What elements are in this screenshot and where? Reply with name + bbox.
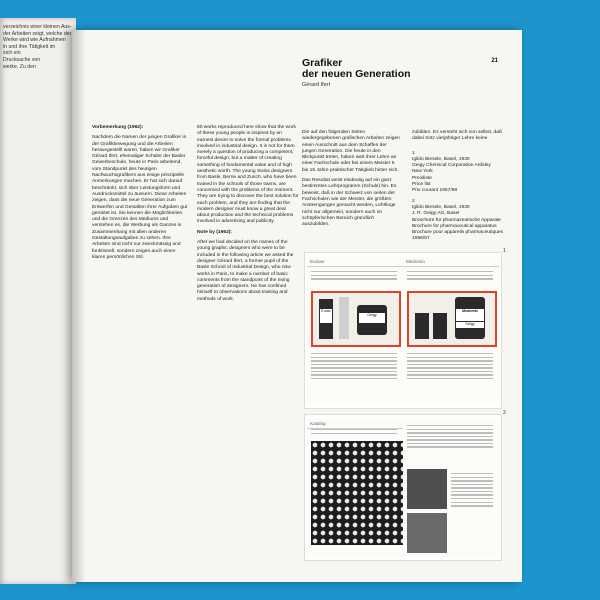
product-label: Medomin bbox=[456, 309, 484, 321]
caption-line: Prix courant 1957/58 bbox=[412, 188, 458, 194]
product-label: Geigy bbox=[456, 322, 484, 328]
perforated-pattern-image bbox=[311, 441, 403, 545]
column-text: 80 works reproduced here show that the work of these young people is inspired by an earnest desire to solve the formal problems involved in industrial design. It is not for them merely a question of producing a competent, forceful design, but a matter of creating something of fundamental value and of high aesthetic worth. The young Swiss designers from Basle, Berne and Zurich, who have been trained in the schools of those towns, are concerned with the problems of the moment. They are trying to discover the best solution for each problem, and they are finding that the modern designer must know a great deal about production and the technical problems involved in advertising and publicity. bbox=[197, 125, 299, 225]
figure-brochure bbox=[304, 414, 502, 561]
product-photo-frame bbox=[407, 291, 497, 347]
caption-line: Igildo Biesele, Basel, 1930 bbox=[412, 156, 470, 162]
column-label: Vorbemerkung (1962): bbox=[92, 125, 144, 130]
column-text: Das Resultat weist eindeutig auf ein ganz bestimmtes Lehrprogramm (Schule) hin. Es beweist, daß in der Schweiz von seiten der Fachschulen wie der Meister, die größten Anstrengungen gemacht werden, Lehrlinge nicht nur allgemein, sondern auch im schöpferischen Bereich gründlich auszubilden. bbox=[302, 178, 397, 228]
product-tube bbox=[339, 297, 349, 339]
title-line: Grafiker bbox=[302, 57, 343, 69]
left-fragment: sich ein bbox=[3, 50, 21, 57]
caption-line: Brochure pour appareils pharmaceutiques bbox=[412, 230, 504, 236]
page-fold-shadow bbox=[72, 30, 86, 582]
caption-number: 1 bbox=[412, 150, 415, 156]
column-english bbox=[197, 125, 299, 307]
text-lines bbox=[311, 353, 397, 382]
figure-price-list bbox=[304, 252, 502, 409]
text-lines bbox=[407, 425, 493, 450]
caption-line: Brochure for pharmaceutical apparatus bbox=[412, 223, 497, 229]
caption-line: Preisliste bbox=[412, 175, 432, 181]
column-german-body bbox=[302, 130, 400, 232]
caption-2 bbox=[412, 199, 504, 243]
product-bottle bbox=[433, 313, 447, 339]
caption-line: Geigy Chemical Corporation Ardsley bbox=[412, 163, 491, 169]
text-lines bbox=[407, 271, 493, 282]
caption-number: 2 bbox=[412, 198, 415, 204]
column-text: After we had decided on the names of the young graphic designers who were to be included in the following article we asked the designer Gérard Ifert, a former pupil of the Basle School of Industrial Design, who now works in Paris, to make a number of basic comments from the standpoint of the rising generation of designers. He has confined himself to observations about training and methods of work. bbox=[197, 240, 294, 302]
caption-1 bbox=[412, 151, 504, 195]
left-fragment: Drucksache von bbox=[3, 56, 41, 63]
product-label: Geigy bbox=[359, 313, 385, 323]
brochure-heading: Katalog bbox=[307, 419, 403, 429]
caption-line: Broschüre für pharmazeutische Apparate bbox=[412, 217, 501, 223]
page-number: 21 bbox=[491, 58, 498, 64]
brochure-page-left bbox=[307, 257, 403, 403]
column-captions bbox=[412, 130, 504, 247]
brochure-page-right bbox=[403, 419, 499, 557]
article-title bbox=[302, 58, 411, 80]
photo bbox=[407, 513, 447, 553]
text-lines bbox=[407, 353, 493, 382]
brochure-heading: Euraxe bbox=[307, 257, 403, 267]
column-label: Note by (1962): bbox=[197, 229, 233, 235]
text-lines bbox=[451, 473, 493, 509]
text-lines bbox=[311, 271, 397, 282]
product-bottle bbox=[415, 313, 429, 339]
caption-line: Igildo Biesele, Basel, 1930 bbox=[412, 204, 470, 210]
column-text: Die auf den folgenden Seiten wiedergegebenen grafischen Arbeiten zeigen einen Ausschnitt aus dem Schaffen der jungen Generation. Die heute in den Blickpunkt treten, haben weit ihrer Lehre an einer Fachschule oder bei einem Meister 5 bis 15 Jahre praktischer Tätigkeit hinter sich. bbox=[302, 130, 400, 173]
caption-line: Price list bbox=[412, 182, 431, 188]
left-page-text bbox=[0, 24, 76, 70]
left-fragment: werke. Zu den bbox=[3, 63, 36, 70]
text-lines bbox=[311, 429, 397, 436]
left-page bbox=[0, 18, 76, 584]
title-line: der neuen Generation bbox=[302, 68, 411, 80]
brochure-page-left bbox=[307, 419, 403, 557]
column-text: Nachdem die Namen der jungen Grafiker in der Grafikbewegung und die Arbeiten herausgestellt waren, haben wir Grafiker Gérard Ifert, ehemaliger Schüler der Basler Gewerbeschule, heute in Paris arbeitend, vom Standpunkt des heutigen Nachwuchsgrafikers aus einige prinzipielle Anmerkungen machen. Er hat sich darauf beschränkt, sich über Leistungsform und Ausdrucksmittel zu äussern. Diese Arbeiten zeigen, dass die neue Generation zum Entwerfen und Gestalten ihrer Aufgaben gut gerüstet ist. Sie kennen die Möglichkeiten und die Grenzen des Mediums und verstehen es, die Werbung als Ganzes in Zusammenhang mit allen anderen Gestaltungsaufgaben zu sehen. Ihre Arbeiten sind nicht nur zweckmässig und funktionell, sondern zeigen auch einen klaren persönlichen Stil. bbox=[92, 135, 188, 260]
product-photo-frame bbox=[311, 291, 401, 347]
brochure-heading: Medomin bbox=[403, 257, 499, 267]
left-fragment: Werke wird wie Aufnahmen bbox=[3, 37, 66, 44]
left-fragment: in und ihre Tätigkeit im bbox=[3, 43, 56, 50]
column-german-intro bbox=[92, 125, 190, 265]
caption-line: New York bbox=[412, 169, 433, 175]
product-label: Eurax bbox=[320, 309, 332, 323]
caption-line: J. R. Geigy AG, Basel bbox=[412, 211, 460, 217]
figure-number: 2 bbox=[503, 410, 506, 416]
left-fragment: der Arbeiten zeigt, welche der bbox=[3, 30, 72, 37]
brochure-page-right bbox=[403, 257, 499, 403]
photo bbox=[407, 469, 447, 509]
left-fragment: verzeichnis einer kleinen Aus- bbox=[3, 24, 72, 30]
article-author: Gérard Ifert bbox=[302, 82, 331, 88]
caption-line: 1956/57 bbox=[412, 236, 430, 242]
column-text: zubilden. Es versteht sich von selbst, daß dabei trotz vierjähriger Lehre keine bbox=[412, 130, 502, 142]
right-page bbox=[72, 30, 522, 582]
figure-number: 1 bbox=[503, 248, 506, 254]
